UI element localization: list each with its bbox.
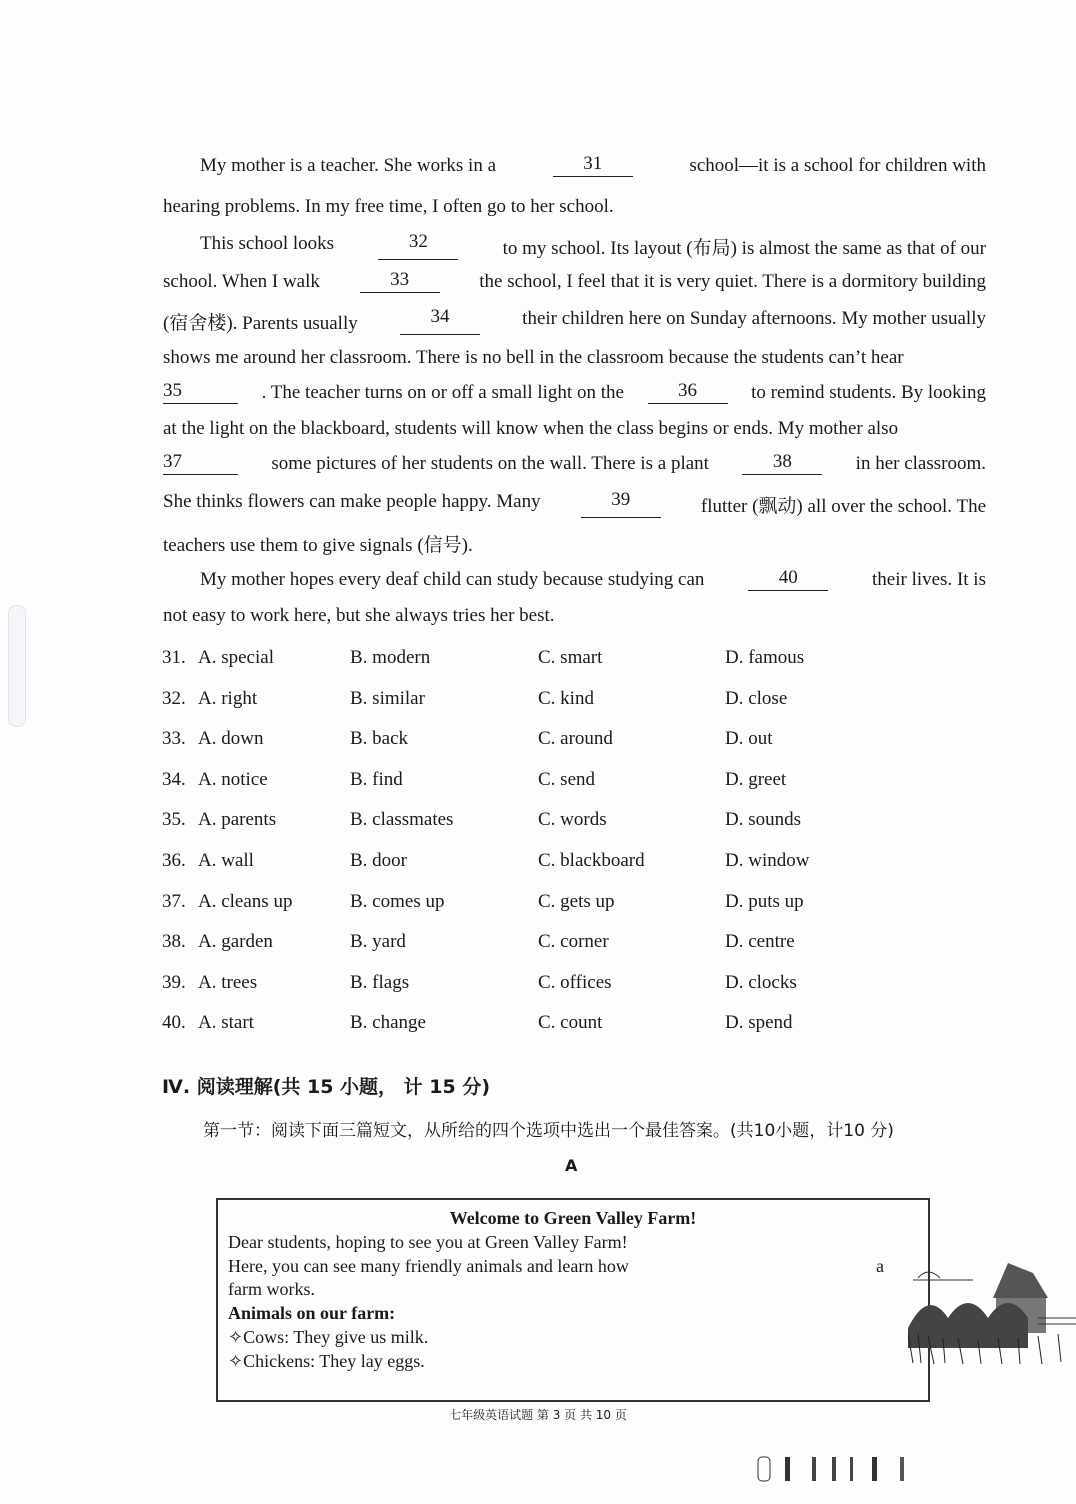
option-c: C. count (538, 1012, 603, 1034)
answer-blank: 34 (400, 308, 480, 335)
option-d: D. famous (725, 647, 805, 668)
answer-blank: 33 (360, 271, 440, 293)
option-a: A. right (198, 687, 258, 709)
passage-text: at the light on the blackboard, students will know when the class begins or ends. My mother also (163, 418, 899, 439)
option-c: C. corner (538, 931, 609, 953)
passage-text: to remind students. By looking (751, 382, 986, 403)
option-a: A. cleans up (198, 890, 293, 912)
passage-label: A (565, 1156, 578, 1175)
question-number: 37. (162, 890, 186, 912)
option-b: B. change (350, 1012, 426, 1034)
passage-text: flutter (飘动) all over the school. The (700, 496, 986, 517)
notice-line: Dear students, hoping to see you at Green Valley Farm! (228, 1232, 628, 1252)
answer-blank: 39 (581, 491, 661, 518)
option-b: B. modern (350, 647, 431, 668)
section-title: Ⅳ. 阅读理解(共 15 小题， 计 15 分) (162, 1076, 491, 1098)
question-number: 36. (162, 850, 186, 871)
page-footer: 七年级英语试题 第 3 页 共 10 页 (449, 1408, 627, 1422)
passage-text: in her classroom. (855, 453, 986, 474)
passage-text: My mother is a teacher. She works in a (200, 155, 497, 176)
option-c: C. blackboard (538, 850, 645, 871)
passage-line (163, 347, 986, 369)
option-a: A. wall (198, 850, 254, 871)
notice-line: Here, you can see many friendly animals and learn how (228, 1256, 629, 1276)
passage-text: . The teacher turns on or off a small light on the (261, 382, 624, 403)
option-b: B. similar (350, 687, 425, 709)
answer-blank: 32 (378, 233, 458, 260)
passage-line (200, 233, 986, 260)
scan-artifact-bars (750, 1455, 1050, 1485)
answer-blank: 38 (742, 453, 822, 475)
passage-line (163, 605, 986, 627)
passage-line (200, 155, 986, 177)
option-a: A. garden (198, 931, 273, 953)
option-d: D. spend (725, 1012, 793, 1034)
passage-line (200, 569, 986, 591)
option-b: B. classmates (350, 809, 454, 831)
passage-text: their lives. It is (872, 569, 986, 590)
option-b: B. find (350, 768, 403, 790)
farm-notice-box (216, 1198, 930, 1402)
notice-subhead: Animals on our farm: (228, 1303, 396, 1323)
question-number: 31. (162, 647, 186, 668)
option-b: B. door (350, 850, 407, 871)
passage-text: school—it is a school for children with (689, 155, 986, 176)
option-d: D. window (725, 850, 810, 871)
passage-text: some pictures of her students on the wall. There is a plant (271, 453, 709, 474)
option-c: C. send (538, 768, 595, 790)
notice-stray-text: a (876, 1256, 884, 1276)
option-d: D. clocks (725, 971, 797, 993)
passage-line (163, 491, 986, 518)
option-c: C. kind (538, 687, 594, 709)
passage-line (163, 308, 986, 335)
question-number: 32. (162, 687, 186, 709)
passage-text: not easy to work here, but she always tries her best. (163, 605, 555, 626)
passage-line (163, 382, 986, 404)
answer-blank: 37 (163, 453, 238, 475)
option-c: C. gets up (538, 890, 615, 912)
notice-title: Welcome to Green Valley Farm! (449, 1208, 697, 1228)
option-a: A. start (198, 1012, 254, 1034)
passage-line (163, 271, 986, 293)
option-b: B. comes up (350, 890, 445, 912)
question-number: 38. (162, 931, 186, 953)
passage-text: to my school. Its layout (布局) is almost the same as that of our (502, 238, 986, 259)
question-number: 40. (162, 1012, 186, 1034)
option-d: D. greet (725, 768, 787, 790)
option-b: B. back (350, 728, 409, 750)
farm-illustration (908, 1258, 1076, 1368)
option-a: A. special (198, 647, 274, 668)
question-number: 33. (162, 728, 186, 750)
option-c: C. words (538, 809, 607, 831)
answer-blank: 31 (553, 155, 633, 177)
notice-item: ✧Cows: They give us milk. (228, 1327, 429, 1347)
passage-line (163, 196, 986, 218)
option-a: A. notice (198, 768, 268, 790)
passage-text: their children here on Sunday afternoons. My mother usually (522, 308, 986, 329)
question-number: 34. (162, 768, 186, 790)
answer-blank: 36 (648, 382, 728, 404)
option-d: D. centre (725, 931, 795, 953)
option-a: A. trees (198, 971, 258, 993)
answer-blank: 35 (163, 382, 238, 404)
option-b: B. flags (350, 971, 410, 993)
passage-text: hearing problems. In my free time, I often go to her school. (163, 196, 614, 217)
option-d: D. out (725, 728, 773, 750)
question-number: 35. (162, 809, 186, 831)
option-d: D. sounds (725, 809, 802, 831)
passage-text: My mother hopes every deaf child can study because studying can (200, 569, 705, 590)
passage-text: (宿舍楼). Parents usually (163, 313, 358, 334)
passage-text: the school, I feel that it is very quiet. There is a dormitory building (479, 271, 986, 292)
option-c: C. offices (538, 971, 612, 993)
passage-text: school. When I walk (163, 271, 320, 292)
question-number: 39. (162, 971, 186, 993)
option-d: D. puts up (725, 890, 804, 912)
passage-text: This school looks (200, 233, 335, 254)
passage-line (163, 453, 986, 475)
passage-line (163, 418, 986, 440)
section-instruction: 第一节：阅读下面三篇短文，从所给的四个选项中选出一个最佳答案。(共10小题，计10 分) (203, 1121, 894, 1141)
option-d: D. close (725, 687, 788, 709)
passage-text: teachers use them to give signals (信号). (163, 535, 473, 556)
option-a: A. parents (198, 809, 277, 831)
option-c: C. around (538, 728, 613, 750)
notice-line: farm works. (228, 1279, 315, 1299)
notice-item: ✧Chickens: They lay eggs. (228, 1351, 425, 1371)
passage-line (163, 530, 986, 557)
passage-text: She thinks flowers can make people happy. Many (163, 491, 541, 512)
option-b: B. yard (350, 931, 406, 953)
passage-text: shows me around her classroom. There is no bell in the classroom because the students can’t hear (163, 347, 904, 368)
option-a: A. down (198, 728, 264, 750)
side-scroll-handle[interactable] (8, 605, 26, 727)
option-c: C. smart (538, 647, 603, 668)
answer-blank: 40 (748, 569, 828, 591)
